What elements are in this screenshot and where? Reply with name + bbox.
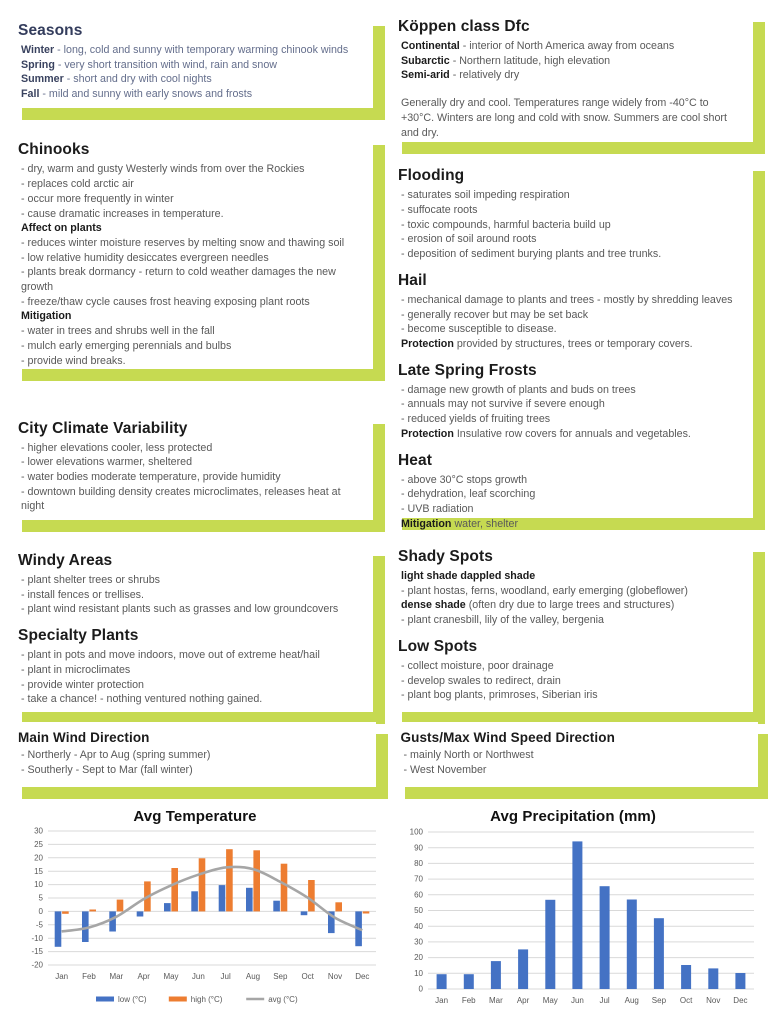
text-line: - downtown building density creates microclimates, releases heat at night	[21, 485, 341, 513]
text-line: Continental - interior of North America away from oceans	[401, 40, 675, 52]
text-line: - plant in microclimates	[21, 663, 131, 676]
text-line: - deposition of sediment burying plants and tree trunks.	[401, 248, 662, 261]
chart-bar	[191, 891, 198, 911]
text-line: - West November	[403, 763, 487, 776]
text-line: Mitigation	[21, 310, 72, 323]
section-title: Heat	[398, 451, 432, 469]
left-column	[10, 0, 373, 712]
svg-text:-20: -20	[31, 960, 43, 970]
gusts-body	[401, 748, 747, 777]
text-line: - dry, warm and gusty Westerly winds from over the Rockies	[21, 163, 305, 176]
svg-text:Sep: Sep	[273, 972, 288, 981]
temperature-chart-box	[6, 800, 384, 1024]
text-line: - freeze/thaw cycle causes frost heaving exposing plant roots	[21, 295, 310, 308]
text-line: Winter - long, cold and sunny with temporary warming chinook winds	[21, 44, 349, 56]
text-line: Protection Insulative row covers for annuals and vegetables.	[401, 427, 691, 440]
text-line: Affect on plants	[21, 222, 102, 235]
text-line: - plant cranesbill, lily of the valley, bergenia	[401, 614, 604, 627]
text-line: - install fences or trellises.	[21, 588, 144, 601]
avg-temperature-chart	[8, 825, 382, 1021]
chart-bar	[600, 886, 610, 989]
chart-bar	[654, 918, 664, 989]
hazards-card	[390, 159, 753, 530]
text-line: Fall - mild and sunny with early snows and frosts	[21, 88, 253, 101]
svg-text:Nov: Nov	[327, 972, 343, 981]
chart-bar	[199, 858, 206, 911]
chinooks-title: Chinooks	[18, 141, 90, 159]
svg-text:Aug: Aug	[624, 996, 639, 1005]
section-title: Late Spring Frosts	[398, 361, 537, 379]
chart-bar	[253, 850, 260, 911]
text-line: - annuals may not survive if severe enough	[401, 398, 605, 411]
svg-text:Jan: Jan	[55, 972, 69, 981]
hazards-body	[398, 167, 741, 531]
svg-text:Mar: Mar	[109, 972, 124, 981]
temperature-chart-title: Avg Temperature	[133, 808, 257, 825]
chart-bar	[464, 974, 474, 989]
svg-text:50: 50	[414, 906, 423, 916]
windy-specialty-body	[18, 552, 361, 707]
precipitation-chart-title: Avg Precipitation (mm)	[490, 808, 656, 825]
svg-text:Jun: Jun	[570, 996, 584, 1005]
city-climate-body	[18, 441, 361, 515]
chart-bar	[681, 965, 691, 989]
chart-line	[62, 867, 363, 932]
text-line: - develop swales to redirect, drain	[401, 674, 561, 687]
text-line: - mechanical damage to plants and trees - mostly by shredding leaves	[401, 293, 733, 306]
section-title: Specialty Plants	[18, 627, 139, 645]
chart-bar	[219, 885, 226, 911]
text-line: - plant wind resistant plants such as grasses and low groundcovers	[21, 603, 339, 616]
chinooks-card	[10, 133, 373, 368]
text-line: Summer - short and dry with cool nights	[21, 73, 212, 86]
chart-bar	[518, 949, 528, 989]
svg-text:30: 30	[34, 826, 43, 836]
koppen-body	[398, 39, 741, 140]
precipitation-chart-box	[384, 800, 762, 1024]
text-line: - provide winter protection	[21, 678, 144, 691]
chart-bar	[89, 910, 96, 912]
svg-text:Apr: Apr	[137, 972, 150, 981]
avg-precipitation-chart	[386, 825, 760, 1021]
chart-bar	[335, 902, 342, 911]
right-column	[390, 0, 753, 712]
text-line: - provide wind breaks.	[21, 354, 126, 367]
svg-text:80: 80	[414, 859, 423, 868]
svg-text:Aug: Aug	[245, 972, 261, 981]
svg-text:low (°C): low (°C)	[118, 995, 147, 1004]
svg-text:Mar: Mar	[489, 996, 503, 1005]
svg-text:Dec: Dec	[355, 972, 370, 981]
text-line: - generally recover but may be set back	[401, 308, 589, 321]
svg-text:-15: -15	[31, 947, 43, 957]
svg-text:15: 15	[34, 866, 43, 876]
koppen-title: Köppen class Dfc	[398, 18, 530, 35]
seasons-body	[18, 43, 361, 102]
text-line: - occur more frequently in winter	[21, 192, 174, 205]
main-wind-title: Main Wind Direction	[18, 730, 150, 745]
svg-text:70: 70	[414, 874, 423, 884]
chart-bar	[55, 911, 62, 946]
text-line: - water bodies moderate temperature, provide humidity	[21, 470, 281, 483]
svg-text:May: May	[542, 996, 558, 1005]
svg-text:Oct: Oct	[679, 996, 693, 1005]
seasons-card	[10, 14, 373, 108]
text-line: Protection provided by structures, trees or temporary covers.	[401, 338, 693, 350]
svg-text:Jan: Jan	[435, 996, 449, 1005]
text-line: - plants break dormancy - return to cold weather damages the new growth	[21, 266, 336, 294]
text-line: - suffocate roots	[401, 204, 478, 217]
text-line: - mulch early emerging perennials and bulbs	[21, 339, 232, 352]
text-line: - become susceptible to disease.	[401, 323, 557, 336]
svg-text:Apr: Apr	[516, 996, 530, 1005]
svg-text:40: 40	[414, 921, 423, 931]
text-line: - cause dramatic increases in temperature.	[21, 207, 224, 220]
chart-bar	[491, 961, 501, 989]
chart-bar	[281, 864, 288, 912]
main-wind-body	[18, 748, 364, 777]
svg-text:100: 100	[409, 827, 423, 837]
svg-text:-5: -5	[35, 920, 43, 930]
chart-bar	[735, 973, 745, 989]
svg-text:Sep: Sep	[651, 996, 667, 1005]
chart-bar	[363, 911, 370, 913]
section-title: Shady Spots	[398, 548, 493, 565]
text-line: light shade dappled shade	[401, 570, 536, 582]
city-climate-title: City Climate Variability	[18, 419, 188, 437]
svg-text:60: 60	[414, 890, 423, 900]
text-line: - plant shelter trees or shrubs	[21, 574, 161, 586]
svg-text:Feb: Feb	[82, 972, 96, 981]
text-line: - higher elevations cooler, less protected	[21, 441, 213, 454]
text-line: - erosion of soil around roots	[401, 233, 537, 246]
text-line: - toxic compounds, harmful bacteria build up	[401, 218, 611, 231]
svg-text:Jul: Jul	[599, 996, 610, 1005]
text-line: - plant in pots and move indoors, move out of extreme heat/hail	[21, 649, 320, 662]
svg-text:20: 20	[34, 853, 43, 863]
svg-text:10: 10	[34, 880, 43, 890]
text-line: - plant bog plants, primroses, Siberian iris	[401, 689, 598, 702]
wind-row	[0, 712, 768, 800]
svg-text:Oct: Oct	[301, 972, 314, 981]
svg-text:Jul: Jul	[220, 972, 231, 981]
city-climate-card	[10, 412, 373, 520]
charts-row	[0, 800, 768, 1024]
gusts-title: Gusts/Max Wind Speed Direction	[400, 730, 615, 745]
section-title: Flooding	[398, 167, 465, 185]
svg-text:high (°C): high (°C)	[190, 995, 223, 1004]
text-line: Generally dry and cool. Temperatures range widely from -40°C to +30°C. Winters are long and cold with snow. Summers are cool short and dry.	[401, 97, 727, 139]
text-line: Mitigation water, shelter	[401, 517, 518, 530]
chart-bar	[627, 900, 637, 990]
section-title: Low Spots	[398, 637, 478, 655]
chart-bar	[62, 911, 69, 913]
text-line: - Southerly - Sept to Mar (fall winter)	[21, 763, 193, 776]
svg-text:30: 30	[414, 937, 423, 947]
main-wind-card	[10, 722, 376, 787]
chart-bar	[226, 849, 233, 911]
svg-text:0: 0	[418, 984, 423, 994]
windy-specialty-card	[10, 544, 373, 712]
gusts-card	[393, 722, 759, 787]
text-line: - plant hostas, ferns, woodland, early emerging (globeflower)	[401, 584, 688, 597]
svg-text:5: 5	[38, 893, 43, 903]
chart-bar	[273, 901, 280, 912]
svg-text:0: 0	[38, 907, 43, 916]
text-line: - mainly North or Northwest	[403, 749, 534, 761]
chart-bar	[137, 911, 144, 916]
text-line: Subarctic - Northern latitude, high elevation	[401, 54, 611, 67]
svg-text:May: May	[163, 972, 179, 981]
text-line: - replaces cold arctic air	[21, 178, 134, 191]
chart-bar	[708, 968, 718, 989]
chart-bar	[171, 868, 178, 911]
section-title: Hail	[398, 271, 427, 289]
shady-low-card	[390, 540, 753, 712]
chart-bar	[109, 911, 116, 931]
chart-bar	[545, 900, 555, 989]
svg-text:avg (°C): avg (°C)	[268, 995, 298, 1004]
svg-text:Dec: Dec	[733, 996, 748, 1005]
text-line: - reduced yields of fruiting trees	[401, 413, 551, 426]
svg-text:20: 20	[414, 953, 423, 963]
svg-text:10: 10	[414, 968, 423, 978]
text-line: - saturates soil impeding respiration	[401, 189, 570, 202]
chinooks-body	[18, 162, 361, 368]
text-line: - reduces winter moisture reserves by melting snow and thawing soil	[21, 236, 345, 249]
chart-bar	[572, 841, 582, 989]
text-line: dense shade (often dry due to large trees and structures)	[401, 599, 675, 612]
section-title: Windy Areas	[18, 552, 113, 569]
text-line: Spring - very short transition with wind, rain and snow	[21, 58, 278, 71]
text-line: Semi-arid - relatively dry	[401, 69, 520, 82]
koppen-card	[390, 10, 753, 142]
text-line: - take a chance! - nothing ventured nothing gained.	[21, 693, 263, 706]
chart-bar	[308, 880, 315, 911]
text-line: - damage new growth of plants and buds on trees	[401, 383, 636, 396]
text-line: - collect moisture, poor drainage	[401, 659, 554, 672]
chart-bar	[301, 911, 308, 915]
svg-text:-10: -10	[31, 933, 43, 943]
text-line: - Northerly - Apr to Aug (spring summer)	[21, 749, 211, 761]
text-line: - dehydration, leaf scorching	[401, 488, 536, 501]
svg-text:90: 90	[414, 843, 423, 853]
svg-text:Feb: Feb	[461, 996, 476, 1005]
chart-bar	[437, 974, 447, 989]
text-line: - UVB radiation	[401, 502, 474, 515]
text-line: - water in trees and shrubs well in the fall	[21, 325, 215, 338]
svg-text:Nov: Nov	[706, 996, 721, 1005]
svg-text:Jun: Jun	[191, 972, 205, 981]
chart-bar	[117, 900, 124, 912]
seasons-title: Seasons	[18, 22, 83, 39]
text-line: - lower elevations warmer, sheltered	[21, 456, 193, 469]
text-line: - above 30°C stops growth	[401, 473, 528, 486]
shady-low-body	[398, 548, 741, 703]
chart-bar	[246, 888, 253, 912]
text-line: - low relative humidity desiccates evergreen needles	[21, 251, 269, 264]
chart-bar	[164, 903, 171, 911]
svg-text:25: 25	[34, 840, 43, 849]
